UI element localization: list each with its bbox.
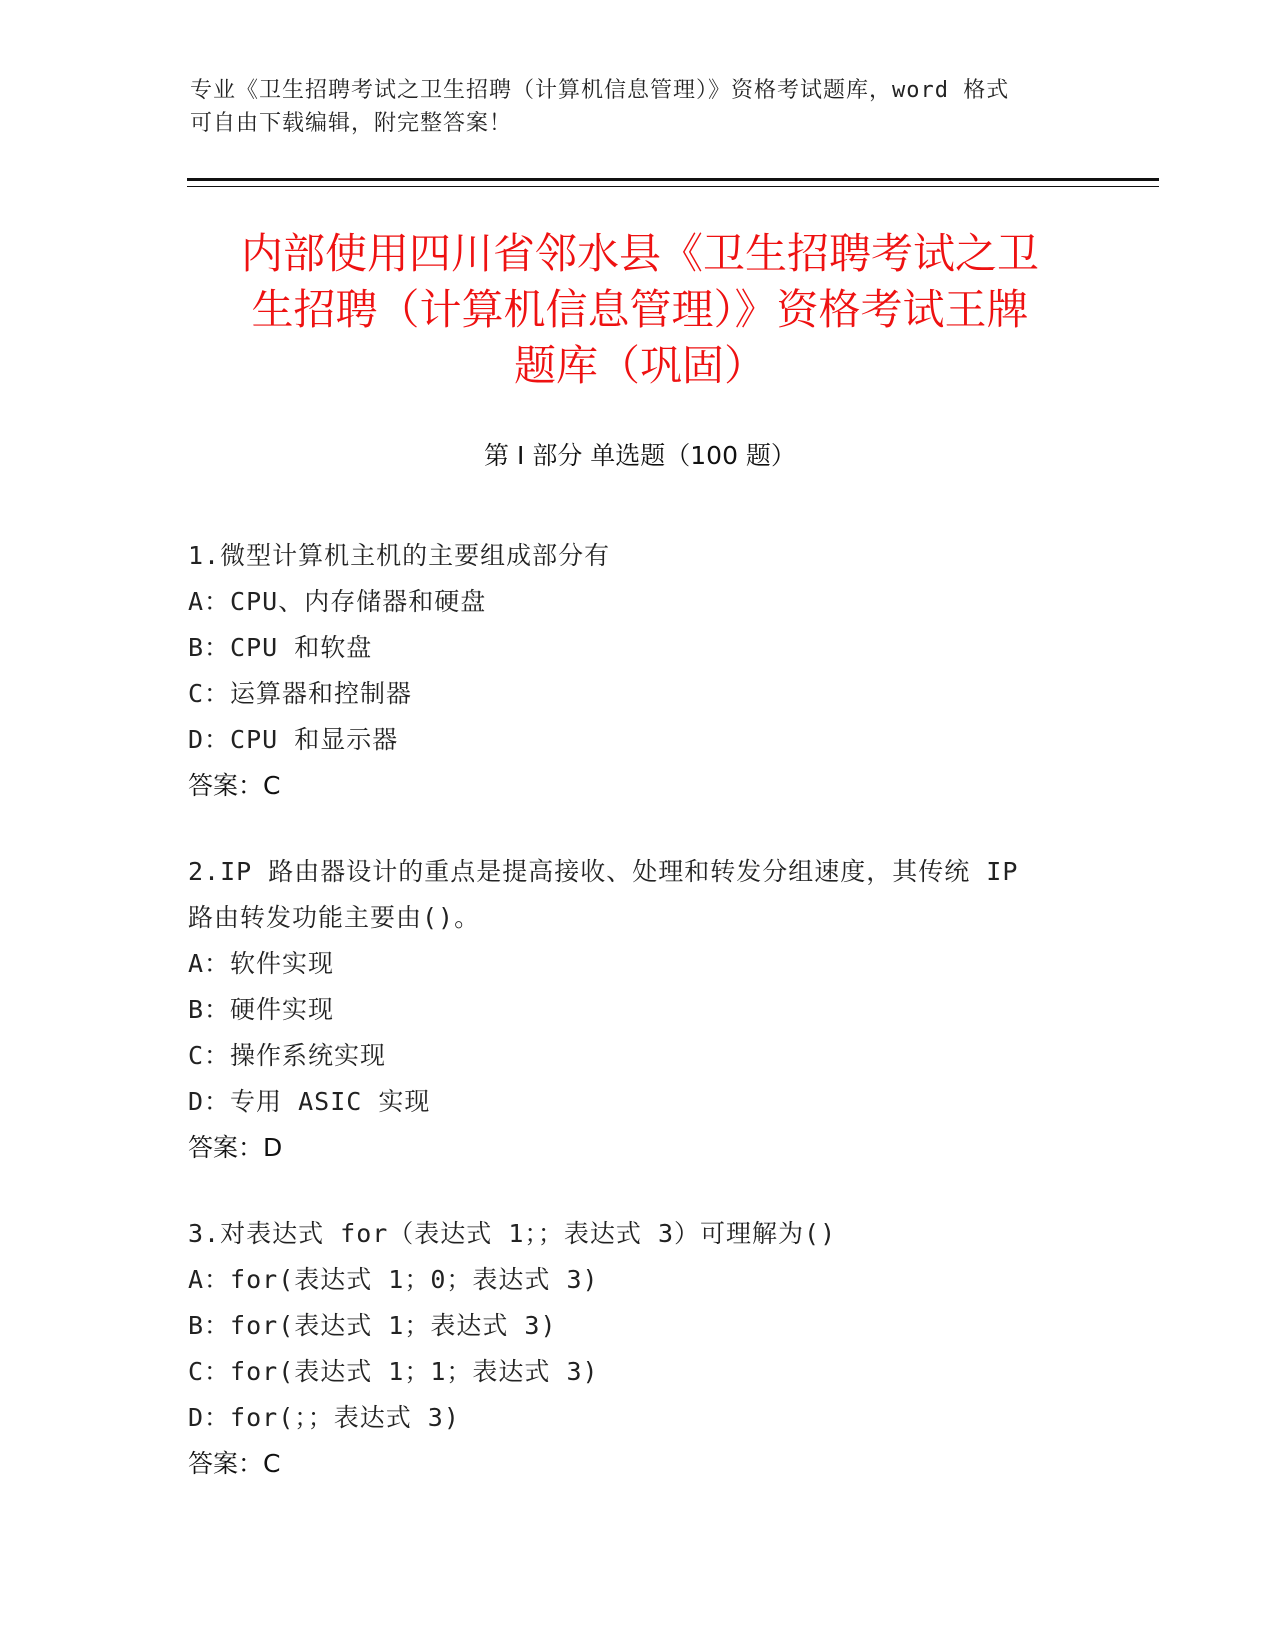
option-d: D：专用 ASIC 实现 <box>188 1087 431 1116</box>
spacer <box>188 809 1088 849</box>
option-c: C：操作系统实现 <box>188 1041 387 1070</box>
header-note <box>190 74 1090 140</box>
option-b: B：for(表达式 1；表达式 3) <box>188 1311 557 1340</box>
question-stem-continued: 路由转发功能主要由()。 <box>188 903 481 932</box>
answer: 答案：C <box>188 1449 281 1478</box>
question-2 <box>188 849 1088 1171</box>
option-a: A：for(表达式 1；0；表达式 3) <box>188 1265 599 1294</box>
option-a: A：CPU、内存储器和硬盘 <box>188 587 487 616</box>
option-c: C：运算器和控制器 <box>188 679 413 708</box>
header-note-line-2: 可自由下载编辑，附完整答案！ <box>190 111 513 136</box>
section-heading: 第 I 部分 单选题（100 题） <box>484 441 796 470</box>
option-b: B：CPU 和软盘 <box>188 633 373 662</box>
option-c: C：for(表达式 1；1；表达式 3) <box>188 1357 599 1386</box>
header-divider-thick <box>187 178 1159 181</box>
spacer <box>188 1171 1088 1211</box>
option-a: A：软件实现 <box>188 949 335 978</box>
option-b: B：硬件实现 <box>188 995 335 1024</box>
question-list <box>188 533 1088 1487</box>
document-title <box>190 226 1090 394</box>
title-line-3: 题库（巩固） <box>513 341 766 390</box>
title-line-1: 内部使用四川省邻水县《卫生招聘考试之卫 <box>240 229 1039 278</box>
question-1 <box>188 533 1088 809</box>
header-divider-thin <box>187 186 1159 187</box>
option-d: D：for(；；表达式 3) <box>188 1403 460 1432</box>
question-stem: 1.微型计算机主机的主要组成部分有 <box>188 541 611 570</box>
question-stem: 2.IP 路由器设计的重点是提高接收、处理和转发分组速度，其传统 IP <box>188 857 1019 886</box>
answer: 答案：C <box>188 771 281 800</box>
header-note-line-1: 专业《卫生招聘考试之卫生招聘（计算机信息管理）》资格考试题库，word 格式 <box>190 78 1010 103</box>
title-line-2: 生招聘（计算机信息管理）》资格考试王牌 <box>251 285 1029 334</box>
question-stem: 3.对表达式 for（表达式 1；；表达式 3）可理解为() <box>188 1219 837 1248</box>
answer: 答案：D <box>188 1133 283 1162</box>
option-d: D：CPU 和显示器 <box>188 725 399 754</box>
question-3 <box>188 1211 1088 1487</box>
